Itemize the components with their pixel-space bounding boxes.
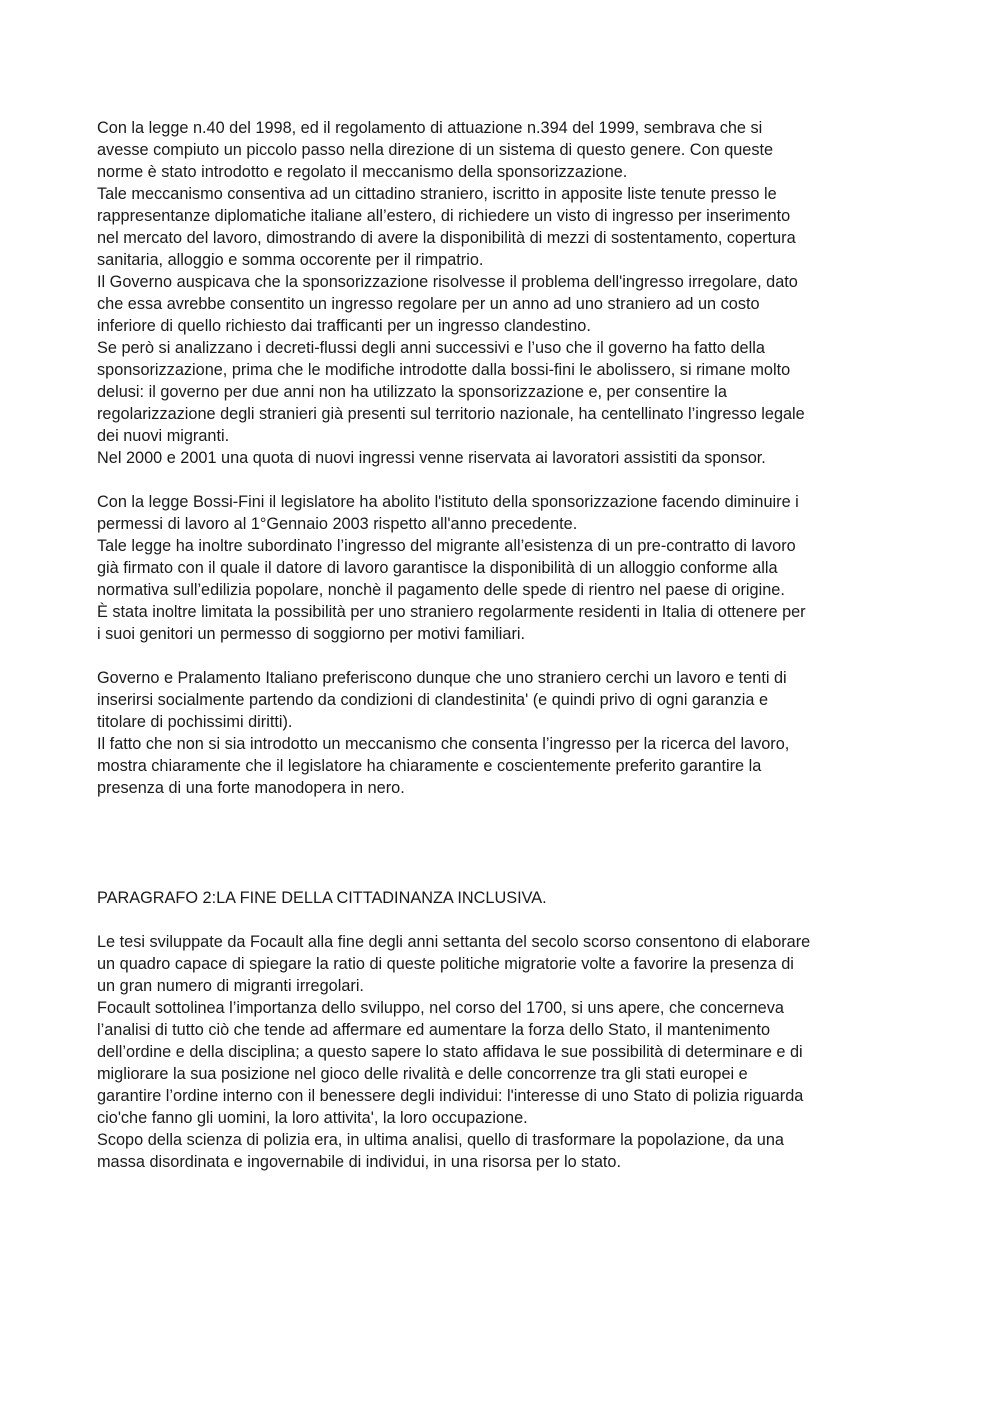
text-line: Focault sottolinea l’importanza dello sviluppo, nel corso del 1700, si uns apere, che concerneva <box>97 999 784 1017</box>
paragraph <box>97 271 909 337</box>
text-line: dell’ordine e della disciplina; a questo sapere lo stato affidava le sue possibilità di determinare e di <box>97 1043 803 1061</box>
spacer <box>97 799 909 887</box>
text-line: mostra chiaramente che il legislatore ha chiaramente e coscientemente preferito garantire la <box>97 757 762 775</box>
text-line: Tale legge ha inoltre subordinato l’ingresso del migrante all’esistenza di un pre-contratto di lavoro <box>97 537 796 555</box>
text-line: regolarizzazione degli stranieri già presenti sul territorio nazionale, ha centellinato l’ingresso legale <box>97 405 805 423</box>
text-line: Con la legge n.40 del 1998, ed il regolamento di attuazione n.394 del 1999, sembrava che si <box>97 119 763 137</box>
text-line: sponsorizzazione, prima che le modifiche introdotte dalla bossi-fini le abolissero, si rimane molto <box>97 361 791 379</box>
text-line: Se però si analizzano i decreti-flussi degli anni successivi e l’uso che il governo ha fatto della <box>97 339 765 357</box>
section-focault <box>97 931 909 1173</box>
text-line: normativa sull’edilizia popolare, nonchè il pagamento delle spede di rientro nel paese di origine. <box>97 581 785 599</box>
text-line: Con la legge Bossi-Fini il legislatore ha abolito l'istituto della sponsorizzazione facendo diminuire i <box>97 493 799 511</box>
section-heading: PARAGRAFO 2:LA FINE DELLA CITTADINANZA INCLUSIVA. <box>97 889 547 907</box>
text-line: l’analisi di tutto ciò che tende ad affermare ed aumentare la forza dello Stato, il mantenimento <box>97 1021 771 1039</box>
text-line: Scopo della scienza di polizia era, in ultima analisi, quello di trasformare la popolazione, da una <box>97 1131 784 1149</box>
spacer <box>97 469 909 491</box>
text-line: Governo e Pralamento Italiano preferiscono dunque che uno straniero cerchi un lavoro e tenti di <box>97 669 787 687</box>
section-governo <box>97 667 909 799</box>
text-line: migliorare la sua posizione nel gioco delle rivalità e delle concorrenze tra gli stati europei e <box>97 1065 748 1083</box>
text-line: un quadro capace di spiegare la ratio di queste politiche migratorie volte a favorire la presenza di <box>97 955 794 973</box>
text-line: cio'che fanno gli uomini, la loro attivita', la loro occupazione. <box>97 1109 528 1127</box>
paragraph <box>97 997 909 1129</box>
text-line: presenza di una forte manodopera in nero. <box>97 779 405 797</box>
text-line: delusi: il governo per due anni non ha utilizzato la sponsorizzazione e, per consentire la <box>97 383 727 401</box>
text-line: già firmato con il quale il datore di lavoro garantisce la disponibilità di un alloggio conforme alla <box>97 559 778 577</box>
text-line: permessi di lavoro al 1°Gennaio 2003 rispetto all'anno precedente. <box>97 515 578 533</box>
paragraph <box>97 535 909 601</box>
text-line: i suoi genitori un permesso di soggiorno per motivi familiari. <box>97 625 526 643</box>
paragraph <box>97 733 909 799</box>
text-line: Tale meccanismo consentiva ad un cittadino straniero, iscritto in apposite liste tenute presso le <box>97 185 777 203</box>
section-sponsorizzazione <box>97 117 909 469</box>
document-page <box>97 117 909 1173</box>
text-line: avesse compiuto un piccolo passo nella direzione di un sistema di questo genere. Con queste <box>97 141 774 159</box>
paragraph <box>97 337 909 447</box>
text-line: È stata inoltre limitata la possibilità per uno straniero regolarmente residenti in Italia di ottenere per <box>97 603 806 621</box>
text-line: titolare di pochissimi diritti). <box>97 713 293 731</box>
text-line: un gran numero di migranti irregolari. <box>97 977 364 995</box>
text-line: dei nuovi migranti. <box>97 427 230 445</box>
text-line: sanitaria, alloggio e somma occorente per il rimpatrio. <box>97 251 484 269</box>
section-bossi-fini <box>97 491 909 645</box>
paragraph <box>97 117 909 183</box>
text-line: rappresentanze diplomatiche italiane all’estero, di richiedere un visto di ingresso per inserimento <box>97 207 791 225</box>
paragraph <box>97 183 909 271</box>
paragraph <box>97 601 909 645</box>
text-line: Il fatto che non si sia introdotto un meccanismo che consenta l’ingresso per la ricerca del lavoro, <box>97 735 790 753</box>
text-line: che essa avrebbe consentito un ingresso regolare per un anno ad uno straniero ad un costo <box>97 295 760 313</box>
text-line: norme è stato introdotto e regolato il meccanismo della sponsorizzazione. <box>97 163 628 181</box>
text-line: inserirsi socialmente partendo da condizioni di clandestinita' (e quindi privo di ogni garanzia e <box>97 691 769 709</box>
text-line: Le tesi sviluppate da Focault alla fine degli anni settanta del secolo scorso consentono di elaborare <box>97 933 811 951</box>
spacer <box>97 909 909 931</box>
paragraph <box>97 931 909 997</box>
text-line: nel mercato del lavoro, dimostrando di avere la disponibilità di mezzi di sostentamento, copertura <box>97 229 796 247</box>
text-line: Il Governo auspicava che la sponsorizzazione risolvesse il problema dell'ingresso irregolare, dato <box>97 273 798 291</box>
paragraph <box>97 1129 909 1173</box>
paragraph <box>97 447 909 469</box>
text-line: garantire l’ordine interno con il benessere degli individui: l'interesse di uno Stato di polizia riguarda <box>97 1087 804 1105</box>
spacer <box>97 645 909 667</box>
paragraph <box>97 667 909 733</box>
text-line: Nel 2000 e 2001 una quota di nuovi ingressi venne riservata ai lavoratori assistiti da sponsor. <box>97 449 766 467</box>
text-line: inferiore di quello richiesto dai trafficanti per un ingresso clandestino. <box>97 317 591 335</box>
paragraph <box>97 491 909 535</box>
text-line: massa disordinata e ingovernabile di individui, in una risorsa per lo stato. <box>97 1153 622 1171</box>
